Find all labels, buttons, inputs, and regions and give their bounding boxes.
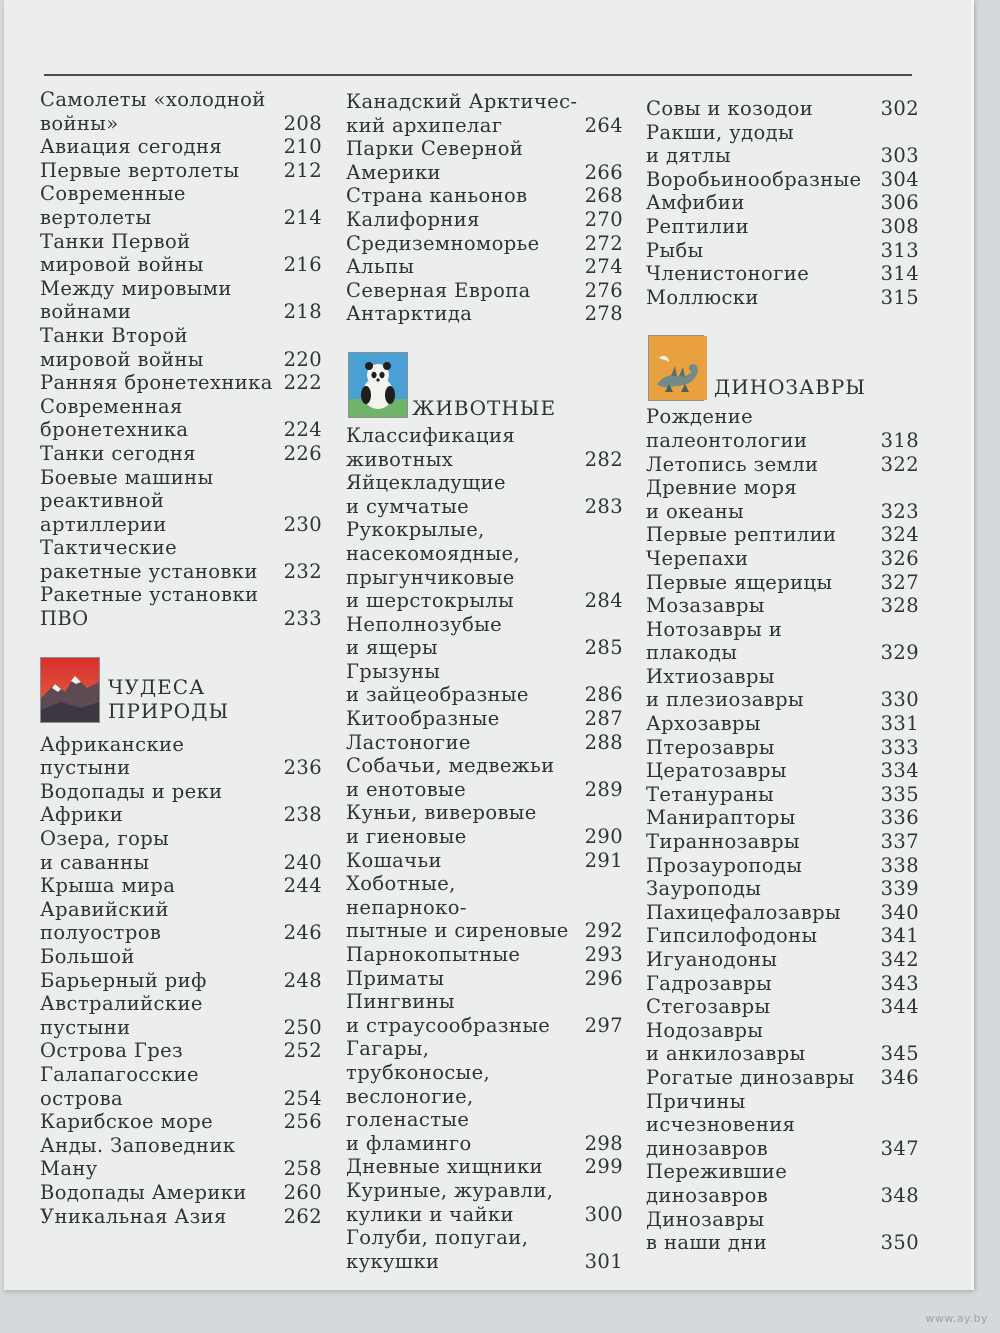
toc-entry-page: 236 (283, 756, 322, 780)
mountain-icon (40, 657, 100, 723)
toc-entry-title: Гадрозавры (646, 971, 773, 995)
toc-entry (646, 571, 919, 595)
toc-entry (646, 901, 919, 925)
toc-column-2 (346, 90, 623, 1273)
toc-entry (646, 924, 919, 948)
toc-entry (40, 898, 322, 945)
toc-entry (346, 1155, 623, 1179)
toc-entry-page: 330 (880, 688, 919, 712)
toc-entry (346, 990, 623, 1037)
toc-entry (346, 184, 623, 208)
toc-entry-title: Современные вертолеты (40, 182, 186, 229)
toc-entry-page: 287 (584, 707, 623, 731)
toc-entry-page: 240 (283, 850, 322, 874)
toc-entry-page: 302 (880, 97, 919, 120)
toc-entry (646, 1160, 919, 1207)
toc-column-3 (646, 97, 919, 1255)
toc-entry-title: Ранняя бронетехника (40, 371, 273, 395)
toc-entry-page: 252 (283, 1039, 322, 1063)
toc-entry-title: Калифорния (346, 207, 480, 231)
toc-entry (346, 471, 623, 518)
toc-entry-page: 336 (880, 806, 919, 830)
toc-entry-page: 318 (880, 428, 919, 452)
toc-entry-title: Боевые машины реактивной артиллерии (40, 465, 214, 536)
section-heading (40, 657, 322, 731)
toc-entry-title: Членистоногие (646, 262, 810, 286)
toc-entry-page: 323 (880, 499, 919, 523)
toc-entry (646, 806, 919, 830)
toc-entry (646, 594, 919, 618)
toc-entry-page: 328 (880, 594, 919, 618)
toc-entry-title: Рождение палеонтологии (646, 405, 808, 452)
toc-entry-page: 303 (880, 144, 919, 168)
toc-entry-page: 214 (283, 205, 322, 229)
toc-entry-title: Голуби, попугаи, кукушки (346, 1226, 529, 1273)
toc-entry-page: 314 (880, 262, 919, 286)
toc-entry-page: 268 (584, 184, 623, 208)
toc-entry-page: 304 (880, 167, 919, 191)
toc-entry (646, 523, 919, 547)
toc-entry-page: 285 (584, 636, 623, 660)
toc-entry (40, 277, 322, 324)
toc-entry (346, 1037, 623, 1155)
toc-entry-title: Причины исчезновения динозавров (646, 1089, 796, 1160)
toc-entry-title: Дневные хищники (346, 1155, 543, 1179)
section-title: ЧУДЕСА ПРИРОДЫ (108, 674, 230, 723)
toc-entry-title: Пахицефалозавры (646, 900, 841, 924)
section-heading (646, 335, 919, 403)
toc-entry-page: 256 (283, 1110, 322, 1134)
toc-entry-page: 296 (584, 966, 623, 990)
toc-entry-title: Манирапторы (646, 806, 796, 830)
toc-entry-page: 339 (880, 877, 919, 901)
toc-entry-title: Водопады Америки (40, 1180, 247, 1204)
toc-entry-title: Воробьинообразные (646, 167, 862, 191)
toc-entry-title: Куньи, виверовые и гиеновые (346, 801, 537, 849)
toc-entry (646, 1090, 919, 1161)
toc-entry-title: Галапагосские острова (40, 1062, 199, 1110)
toc-entry (346, 255, 623, 279)
toc-entry (346, 232, 623, 256)
toc-entry-page: 324 (880, 523, 919, 547)
toc-entry-title: Рукокрылые, насекомоядные, прыгунчиковые и шерстокрылы (346, 518, 521, 613)
toc-entry-title: Ракетные установки ПВО (40, 583, 259, 631)
toc-entry-title: Африканские пустыни (40, 732, 185, 780)
toc-entry-title: Аравийский полуостров (40, 897, 169, 945)
toc-entry-page: 300 (584, 1202, 623, 1226)
toc-entry-title: Рогатые динозавры (646, 1065, 855, 1089)
toc-entry (40, 159, 322, 183)
toc-entry-page: 216 (283, 253, 322, 277)
toc-entry-title: Современная бронетехника (40, 394, 189, 442)
toc-entry (646, 759, 919, 783)
toc-entry-title: Динозавры в наши дни (646, 1207, 768, 1255)
toc-entry-page: 224 (283, 418, 322, 442)
toc-entry (40, 1181, 322, 1205)
toc-entry-page: 226 (283, 441, 322, 465)
toc-entry (40, 466, 322, 537)
toc-entry-page: 248 (283, 968, 322, 992)
section-title: ЖИВОТНЫЕ (412, 395, 557, 420)
toc-entry-page: 260 (283, 1180, 322, 1204)
toc-entry-page: 315 (880, 285, 919, 309)
toc-entry-title: Прозауроподы (646, 853, 803, 877)
toc-entry (346, 424, 623, 471)
toc-entry (646, 262, 919, 286)
toc-entry-title: Кошачьи (346, 848, 442, 872)
toc-entry (346, 613, 623, 660)
toc-entry-page: 250 (283, 1015, 322, 1039)
toc-entry-page: 266 (584, 160, 623, 184)
toc-entry (40, 442, 322, 466)
toc-entry-page: 343 (880, 971, 919, 995)
toc-entry (40, 536, 322, 583)
toc-entry (346, 754, 623, 801)
toc-entry (346, 660, 623, 707)
toc-entry-title: Самолеты «холодной войны» (40, 88, 266, 135)
toc-entry-title: Пингвины и страусообразные (346, 990, 551, 1037)
toc-entry-page: 232 (283, 559, 322, 583)
toc-entry-title: Страна каньонов (346, 184, 528, 208)
toc-entry (40, 395, 322, 442)
toc-entry-page: 342 (880, 948, 919, 971)
toc-entry (346, 90, 623, 137)
toc-entry-title: Уникальная Азия (40, 1204, 227, 1228)
toc-entry (646, 1019, 919, 1066)
toc-entry-title: Танки Второй мировой войны (40, 323, 204, 371)
toc-entry-title: Совы и козодои (646, 97, 814, 120)
toc-entry (40, 88, 322, 135)
toc-entry-page: 274 (584, 255, 623, 279)
toc-entry-page: 262 (283, 1204, 322, 1228)
toc-entry-page: 337 (880, 830, 919, 854)
toc-entry-title: Рыбы (646, 238, 704, 262)
toc-entry-page: 348 (880, 1183, 919, 1207)
toc-entry-title: Игуанодоны (646, 948, 778, 971)
toc-entry-page: 272 (584, 231, 623, 255)
toc-entry-title: Хоботные, непарноко- пытные и сиреновые (346, 872, 569, 943)
toc-entry (646, 453, 919, 477)
toc-entry-title: Ластоногие (346, 730, 471, 754)
toc-entry-title: Амфибии (646, 191, 745, 215)
toc-entry-page: 345 (880, 1042, 919, 1066)
toc-entry-page: 335 (880, 782, 919, 806)
toc-entry-title: Древние моря и океаны (646, 476, 798, 523)
watermark: www.ay.by (925, 1312, 988, 1325)
toc-entry-page: 246 (283, 921, 322, 945)
toc-entry (646, 1066, 919, 1090)
toc-entry-page: 222 (283, 371, 322, 395)
toc-entry (646, 476, 919, 523)
toc-entry-page: 333 (880, 735, 919, 759)
toc-entry-title: Австралийские пустыни (40, 992, 203, 1039)
toc-entry-page: 289 (584, 777, 623, 801)
toc-entry (646, 215, 919, 239)
toc-entry-page: 282 (584, 447, 623, 471)
toc-column-1 (40, 88, 322, 1228)
toc-entry-title: Анды. Заповедник Ману (40, 1133, 236, 1181)
toc-entry-title: Водопады и реки Африки (40, 779, 223, 827)
toc-entry (346, 849, 623, 873)
toc-entry (40, 827, 322, 874)
toc-entry-page: 338 (880, 853, 919, 877)
toc-entry-title: Тетанураны (646, 782, 775, 806)
toc-entry-title: Парки Северной Америки (346, 137, 524, 184)
toc-entry (40, 780, 322, 827)
toc-entry (646, 191, 919, 215)
toc-entry-page: 340 (880, 900, 919, 924)
toc-entry-page: 334 (880, 759, 919, 783)
toc-entry (346, 707, 623, 731)
toc-entry (40, 1110, 322, 1134)
toc-entry-title: Канадский Арктичес- кий архипелаг (346, 90, 578, 137)
toc-entry (646, 665, 919, 712)
toc-entry-title: Зауроподы (646, 877, 762, 901)
toc-entry-page: 341 (880, 924, 919, 948)
toc-entry-page: 264 (584, 113, 623, 137)
toc-entry-title: Птерозавры (646, 735, 775, 759)
toc-entry-title: Нодозавры и анкилозавры (646, 1018, 806, 1066)
toc-entry-page: 350 (880, 1231, 919, 1255)
toc-entry-page: 344 (880, 995, 919, 1019)
toc-entry-title: Первые рептилии (646, 523, 837, 547)
toc-entry-page: 322 (880, 452, 919, 476)
top-rule (44, 74, 912, 76)
toc-entry-page: 276 (584, 278, 623, 302)
toc-entry (346, 137, 623, 184)
toc-entry-page: 313 (880, 238, 919, 262)
toc-entry-page: 270 (584, 207, 623, 231)
toc-entry (346, 872, 623, 943)
toc-entry (646, 830, 919, 854)
toc-entry-title: Крыша мира (40, 874, 176, 898)
toc-entry (646, 547, 919, 571)
toc-entry (40, 1134, 322, 1181)
toc-entry (646, 1208, 919, 1255)
toc-entry-page: 238 (283, 803, 322, 827)
toc-entry (40, 371, 322, 395)
toc-entry (346, 279, 623, 303)
toc-entry (40, 1063, 322, 1110)
toc-entry-page: 327 (880, 570, 919, 594)
toc-entry-title: Первые вертолеты (40, 158, 240, 182)
toc-entry (40, 324, 322, 371)
toc-entry-page: 286 (584, 683, 623, 707)
toc-entry-page: 346 (880, 1065, 919, 1089)
toc-entry-title: Средиземноморье (346, 231, 540, 255)
toc-entry-title: Рептилии (646, 214, 750, 238)
toc-entry-page: 290 (584, 825, 623, 849)
toc-entry (40, 945, 322, 992)
toc-entry (646, 877, 919, 901)
toc-entry (40, 230, 322, 277)
toc-entry (40, 583, 322, 630)
toc-entry-page: 220 (283, 347, 322, 371)
toc-entry-title: Гипсилофодоны (646, 924, 818, 948)
toc-entry-title: Ихтиозавры и плезиозавры (646, 664, 804, 712)
toc-entry-page: 308 (880, 214, 919, 238)
toc-entry-title: Китообразные (346, 707, 500, 731)
toc-entry-page: 230 (283, 512, 322, 536)
toc-entry-title: Архозавры (646, 712, 761, 736)
toc-entry-page: 210 (283, 135, 322, 159)
toc-entry-page: 331 (880, 712, 919, 736)
toc-entry-page: 284 (584, 589, 623, 613)
toc-entry-page: 298 (584, 1131, 623, 1155)
toc-entry (646, 405, 919, 452)
toc-entry-title: Антарктида (346, 302, 473, 326)
toc-entry (646, 854, 919, 878)
toc-entry (646, 948, 919, 972)
toc-entry (646, 618, 919, 665)
toc-entry (40, 1039, 322, 1063)
toc-entry (346, 302, 623, 326)
toc-entry-page: 218 (283, 300, 322, 324)
toc-entry-title: Собачьи, медвежьи и енотовые (346, 754, 555, 801)
toc-entry-title: Летопись земли (646, 452, 819, 476)
toc-entry (646, 783, 919, 807)
toc-entry-title: Тираннозавры (646, 830, 800, 854)
toc-entry-title: Тактические ракетные установки (40, 536, 258, 583)
toc-entry-title: Куриные, журавли, кулики и чайки (346, 1178, 554, 1226)
toc-entry (40, 874, 322, 898)
toc-entry (40, 733, 322, 780)
toc-entry (646, 121, 919, 168)
toc-entry-title: Приматы (346, 966, 445, 990)
toc-entry (646, 995, 919, 1019)
toc-entry (40, 135, 322, 159)
toc-entry-title: Между мировыми войнами (40, 276, 232, 324)
toc-entry-title: Классификация животных (346, 423, 516, 471)
book-page (4, 0, 974, 1290)
toc-entry-page: 283 (584, 494, 623, 518)
toc-entry (40, 992, 322, 1039)
toc-entry (646, 286, 919, 310)
toc-entry-title: Первые ящерицы (646, 570, 833, 594)
toc-entry-title: Авиация сегодня (40, 135, 223, 159)
toc-entry-title: Стегозавры (646, 995, 771, 1019)
toc-entry-title: Парнокопытные (346, 943, 521, 966)
toc-entry-page: 244 (283, 874, 322, 898)
toc-entry-title: Острова Грез (40, 1039, 184, 1063)
toc-entry (646, 972, 919, 996)
toc-entry-title: Яйцекладущие и сумчатые (346, 471, 506, 518)
toc-entry-title: Ракши, удоды и дятлы (646, 120, 795, 168)
toc-entry (346, 731, 623, 755)
toc-entry-title: Северная Европа (346, 278, 531, 302)
toc-entry-page: 208 (283, 111, 322, 135)
panda-icon (348, 352, 408, 418)
toc-entry (346, 1179, 623, 1226)
toc-entry-page: 292 (584, 919, 623, 943)
toc-entry-title: Грызуны и зайцеобразные (346, 659, 529, 707)
toc-entry-title: Моллюски (646, 285, 759, 309)
toc-entry-page: 254 (283, 1086, 322, 1110)
toc-entry (346, 208, 623, 232)
toc-entry-page: 329 (880, 641, 919, 665)
toc-entry-page: 306 (880, 191, 919, 215)
toc-entry-page: 291 (584, 848, 623, 872)
toc-entry-page: 293 (584, 943, 623, 966)
toc-entry-title: Озера, горы и саванны (40, 827, 170, 874)
toc-entry (40, 182, 322, 229)
toc-entry (646, 97, 919, 121)
toc-entry-title: Гагары, трубконосые, веслоногие, голенастые и фламинго (346, 1037, 491, 1155)
toc-entry-title: Черепахи (646, 546, 749, 570)
toc-entry-title: Танки Первой мировой войны (40, 229, 204, 277)
toc-entry-title: Пережившие динозавров (646, 1160, 788, 1207)
toc-entry-page: 212 (283, 158, 322, 182)
toc-entry-title: Цератозавры (646, 759, 787, 783)
toc-entry-title: Большой Барьерный риф (40, 945, 207, 992)
dinosaur-icon (648, 335, 704, 401)
toc-entry (646, 712, 919, 736)
toc-entry-title: Альпы (346, 255, 415, 279)
toc-entry (346, 518, 623, 612)
toc-entry (646, 239, 919, 263)
toc-entry (646, 168, 919, 192)
toc-entry-page: 278 (584, 302, 623, 326)
toc-entry-title: Танки сегодня (40, 441, 196, 465)
toc-entry (346, 943, 623, 967)
toc-entry-page: 326 (880, 546, 919, 570)
toc-entry-page: 288 (584, 730, 623, 754)
toc-entry-page: 297 (584, 1013, 623, 1037)
toc-entry-title: Мозазавры (646, 594, 765, 618)
toc-entry-page: 301 (584, 1249, 623, 1273)
toc-entry-title: Нотозавры и плакоды (646, 617, 783, 665)
toc-entry (40, 1205, 322, 1229)
toc-entry (646, 736, 919, 760)
toc-entry-page: 233 (283, 607, 322, 631)
toc-entry-page: 299 (584, 1155, 623, 1179)
toc-entry (346, 801, 623, 848)
toc-entry-title: Неполнозубые и ящеры (346, 612, 503, 660)
toc-entry (346, 967, 623, 991)
toc-entry-page: 347 (880, 1136, 919, 1160)
section-title: ДИНОЗАВРЫ (714, 375, 866, 400)
toc-entry (346, 1226, 623, 1273)
toc-entry-title: Карибское море (40, 1110, 214, 1134)
section-heading (346, 352, 623, 422)
toc-entry-page: 258 (283, 1157, 322, 1181)
